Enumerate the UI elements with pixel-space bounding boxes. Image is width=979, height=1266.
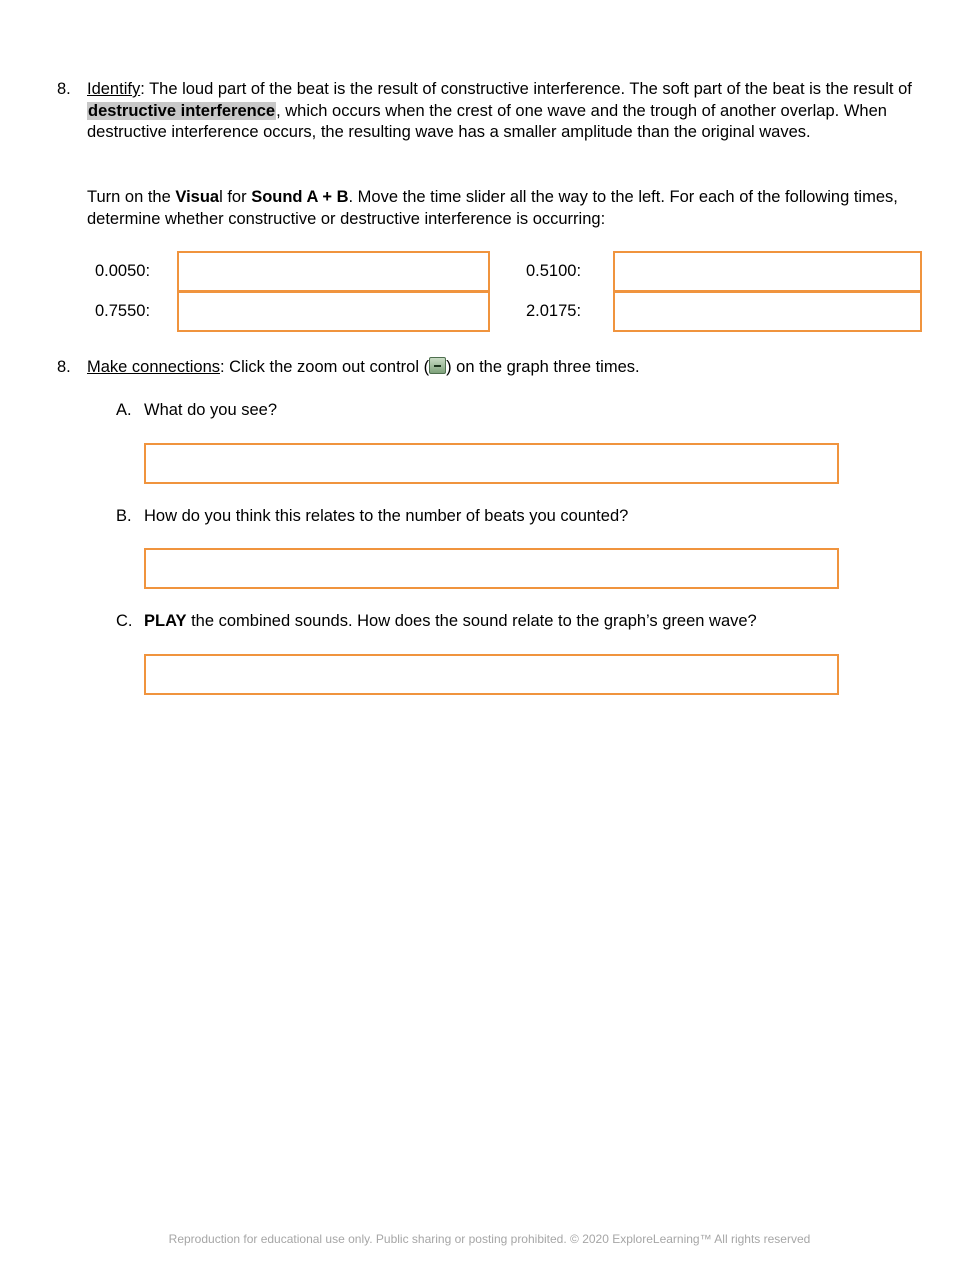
time-answer-box-3[interactable] xyxy=(177,291,490,332)
highlighted-term: destructive interference xyxy=(88,101,276,120)
time-label-2: 0.5100: xyxy=(526,262,582,280)
instr-bold-visual: Visua xyxy=(175,188,220,206)
instr-text-1: Turn on the xyxy=(87,188,176,206)
time-answer-box-2[interactable] xyxy=(613,251,922,292)
part-a-question: What do you see? xyxy=(144,401,277,419)
identify-label: Identify xyxy=(87,80,141,98)
connections-text-1: : Click the zoom out control ( xyxy=(220,358,430,376)
part-a-answer-box[interactable] xyxy=(144,443,839,484)
question-number-2: 8. xyxy=(57,358,71,376)
instr-text-2: l for xyxy=(219,188,252,206)
connections-text-2: ) on the graph three times. xyxy=(446,358,640,376)
part-c-text: the combined sounds. How does the sound relate to the graph’s green wave? xyxy=(186,612,757,630)
visual-instructions xyxy=(87,187,932,230)
question-number: 8. xyxy=(57,80,71,98)
instr-bold-sound: Sound A + B xyxy=(251,188,349,206)
part-b-letter: B. xyxy=(116,507,132,525)
part-c-answer-box[interactable] xyxy=(144,654,839,695)
identify-text-1: : The loud part of the beat is the result of constructive interference. The soft part of the beat is the result of xyxy=(140,80,912,98)
zoom-out-icon xyxy=(429,357,446,374)
connections-label: Make connections xyxy=(87,358,220,376)
part-c-bold: PLAY xyxy=(144,612,187,630)
time-label-1: 0.0050: xyxy=(95,262,151,280)
connections-paragraph xyxy=(87,357,932,379)
part-b-question: How do you think this relates to the number of beats you counted? xyxy=(144,507,629,525)
part-b-answer-box[interactable] xyxy=(144,548,839,589)
time-answer-box-4[interactable] xyxy=(613,291,922,332)
footer-copyright: Reproduction for educational use only. Public sharing or posting prohibited. © 2020 ExploreLearning™ All rights reserved xyxy=(168,1232,811,1246)
part-c-question xyxy=(144,611,757,633)
time-label-4: 2.0175: xyxy=(526,302,582,320)
part-a-letter: A. xyxy=(116,401,132,419)
time-answer-box-1[interactable] xyxy=(177,251,490,292)
identify-paragraph xyxy=(87,79,932,144)
part-c-letter: C. xyxy=(116,612,133,630)
instr-text-3: . Move the time slider all the way to the left. For each of the following times, determine whether constructive or destructive interference is occurring: xyxy=(87,188,898,228)
identify-text-2: , which occurs when the crest of one wave and the trough of another overlap. When destructive interference occurs, the resulting wave has a smaller amplitude than the original waves. xyxy=(87,101,887,141)
time-label-3: 0.7550: xyxy=(95,302,151,320)
